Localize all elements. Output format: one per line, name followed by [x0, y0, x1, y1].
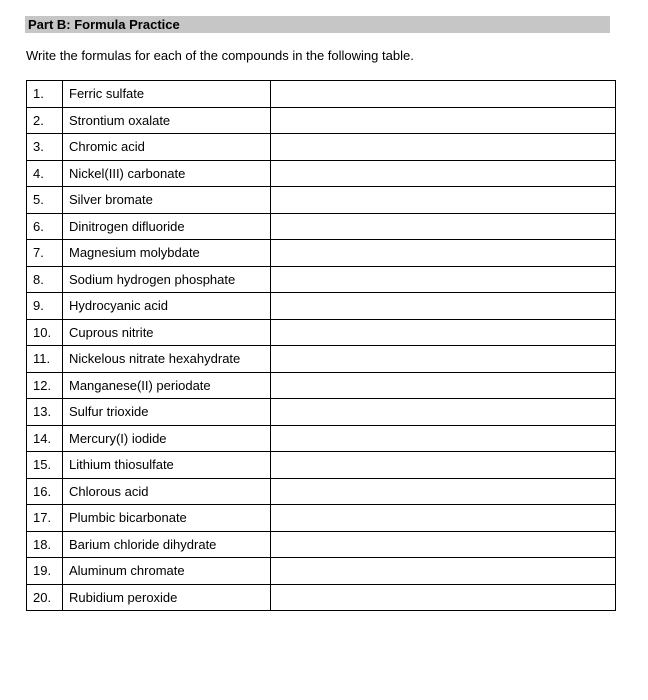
formula-answer-cell[interactable]	[271, 213, 616, 240]
table-row	[27, 372, 616, 399]
row-number: 10.	[27, 319, 63, 346]
formula-answer-cell[interactable]	[271, 372, 616, 399]
formula-answer-cell[interactable]	[271, 266, 616, 293]
row-number: 20.	[27, 584, 63, 611]
compound-name: Aluminum chromate	[63, 558, 271, 585]
table-row	[27, 425, 616, 452]
compound-name: Lithium thiosulfate	[63, 452, 271, 479]
row-number: 3.	[27, 134, 63, 161]
row-number: 11.	[27, 346, 63, 373]
row-number: 19.	[27, 558, 63, 585]
table-row	[27, 346, 616, 373]
row-number: 5.	[27, 187, 63, 214]
formula-answer-cell[interactable]	[271, 346, 616, 373]
formula-answer-cell[interactable]	[271, 399, 616, 426]
compound-name: Dinitrogen difluoride	[63, 213, 271, 240]
compound-name: Barium chloride dihydrate	[63, 531, 271, 558]
table-row	[27, 293, 616, 320]
table-row	[27, 240, 616, 267]
formula-answer-cell[interactable]	[271, 425, 616, 452]
table-row	[27, 319, 616, 346]
compound-name: Sulfur trioxide	[63, 399, 271, 426]
compound-name: Hydrocyanic acid	[63, 293, 271, 320]
row-number: 6.	[27, 213, 63, 240]
compound-name: Chromic acid	[63, 134, 271, 161]
compound-name: Nickel(III) carbonate	[63, 160, 271, 187]
row-number: 16.	[27, 478, 63, 505]
table-row	[27, 81, 616, 108]
row-number: 2.	[27, 107, 63, 134]
table-row	[27, 107, 616, 134]
table-row	[27, 160, 616, 187]
row-number: 7.	[27, 240, 63, 267]
table-row	[27, 187, 616, 214]
formula-answer-cell[interactable]	[271, 240, 616, 267]
compound-name: Rubidium peroxide	[63, 584, 271, 611]
row-number: 14.	[27, 425, 63, 452]
table-row	[27, 452, 616, 479]
compound-name: Nickelous nitrate hexahydrate	[63, 346, 271, 373]
table-row	[27, 584, 616, 611]
formula-answer-cell[interactable]	[271, 558, 616, 585]
formula-answer-cell[interactable]	[271, 187, 616, 214]
formula-table-body	[27, 81, 616, 611]
row-number: 4.	[27, 160, 63, 187]
row-number: 9.	[27, 293, 63, 320]
formula-answer-cell[interactable]	[271, 134, 616, 161]
row-number: 1.	[27, 81, 63, 108]
compound-name: Mercury(I) iodide	[63, 425, 271, 452]
compound-name: Magnesium molybdate	[63, 240, 271, 267]
formula-table	[26, 80, 616, 611]
compound-name: Ferric sulfate	[63, 81, 271, 108]
compound-name: Plumbic bicarbonate	[63, 505, 271, 532]
row-number: 17.	[27, 505, 63, 532]
formula-answer-cell[interactable]	[271, 505, 616, 532]
row-number: 12.	[27, 372, 63, 399]
formula-answer-cell[interactable]	[271, 293, 616, 320]
formula-answer-cell[interactable]	[271, 319, 616, 346]
formula-answer-cell[interactable]	[271, 584, 616, 611]
compound-name: Cuprous nitrite	[63, 319, 271, 346]
table-row	[27, 213, 616, 240]
table-row	[27, 134, 616, 161]
row-number: 15.	[27, 452, 63, 479]
formula-answer-cell[interactable]	[271, 478, 616, 505]
table-row	[27, 399, 616, 426]
table-row	[27, 266, 616, 293]
formula-answer-cell[interactable]	[271, 107, 616, 134]
compound-name: Chlorous acid	[63, 478, 271, 505]
row-number: 18.	[27, 531, 63, 558]
table-row	[27, 505, 616, 532]
table-row	[27, 531, 616, 558]
instructions-text: Write the formulas for each of the compounds in the following table.	[26, 48, 414, 63]
table-row	[27, 558, 616, 585]
section-title: Part B: Formula Practice	[25, 16, 610, 33]
formula-answer-cell[interactable]	[271, 531, 616, 558]
row-number: 13.	[27, 399, 63, 426]
compound-name: Sodium hydrogen phosphate	[63, 266, 271, 293]
row-number: 8.	[27, 266, 63, 293]
compound-name: Strontium oxalate	[63, 107, 271, 134]
formula-answer-cell[interactable]	[271, 81, 616, 108]
compound-name: Silver bromate	[63, 187, 271, 214]
compound-name: Manganese(II) periodate	[63, 372, 271, 399]
formula-answer-cell[interactable]	[271, 452, 616, 479]
table-row	[27, 478, 616, 505]
formula-answer-cell[interactable]	[271, 160, 616, 187]
